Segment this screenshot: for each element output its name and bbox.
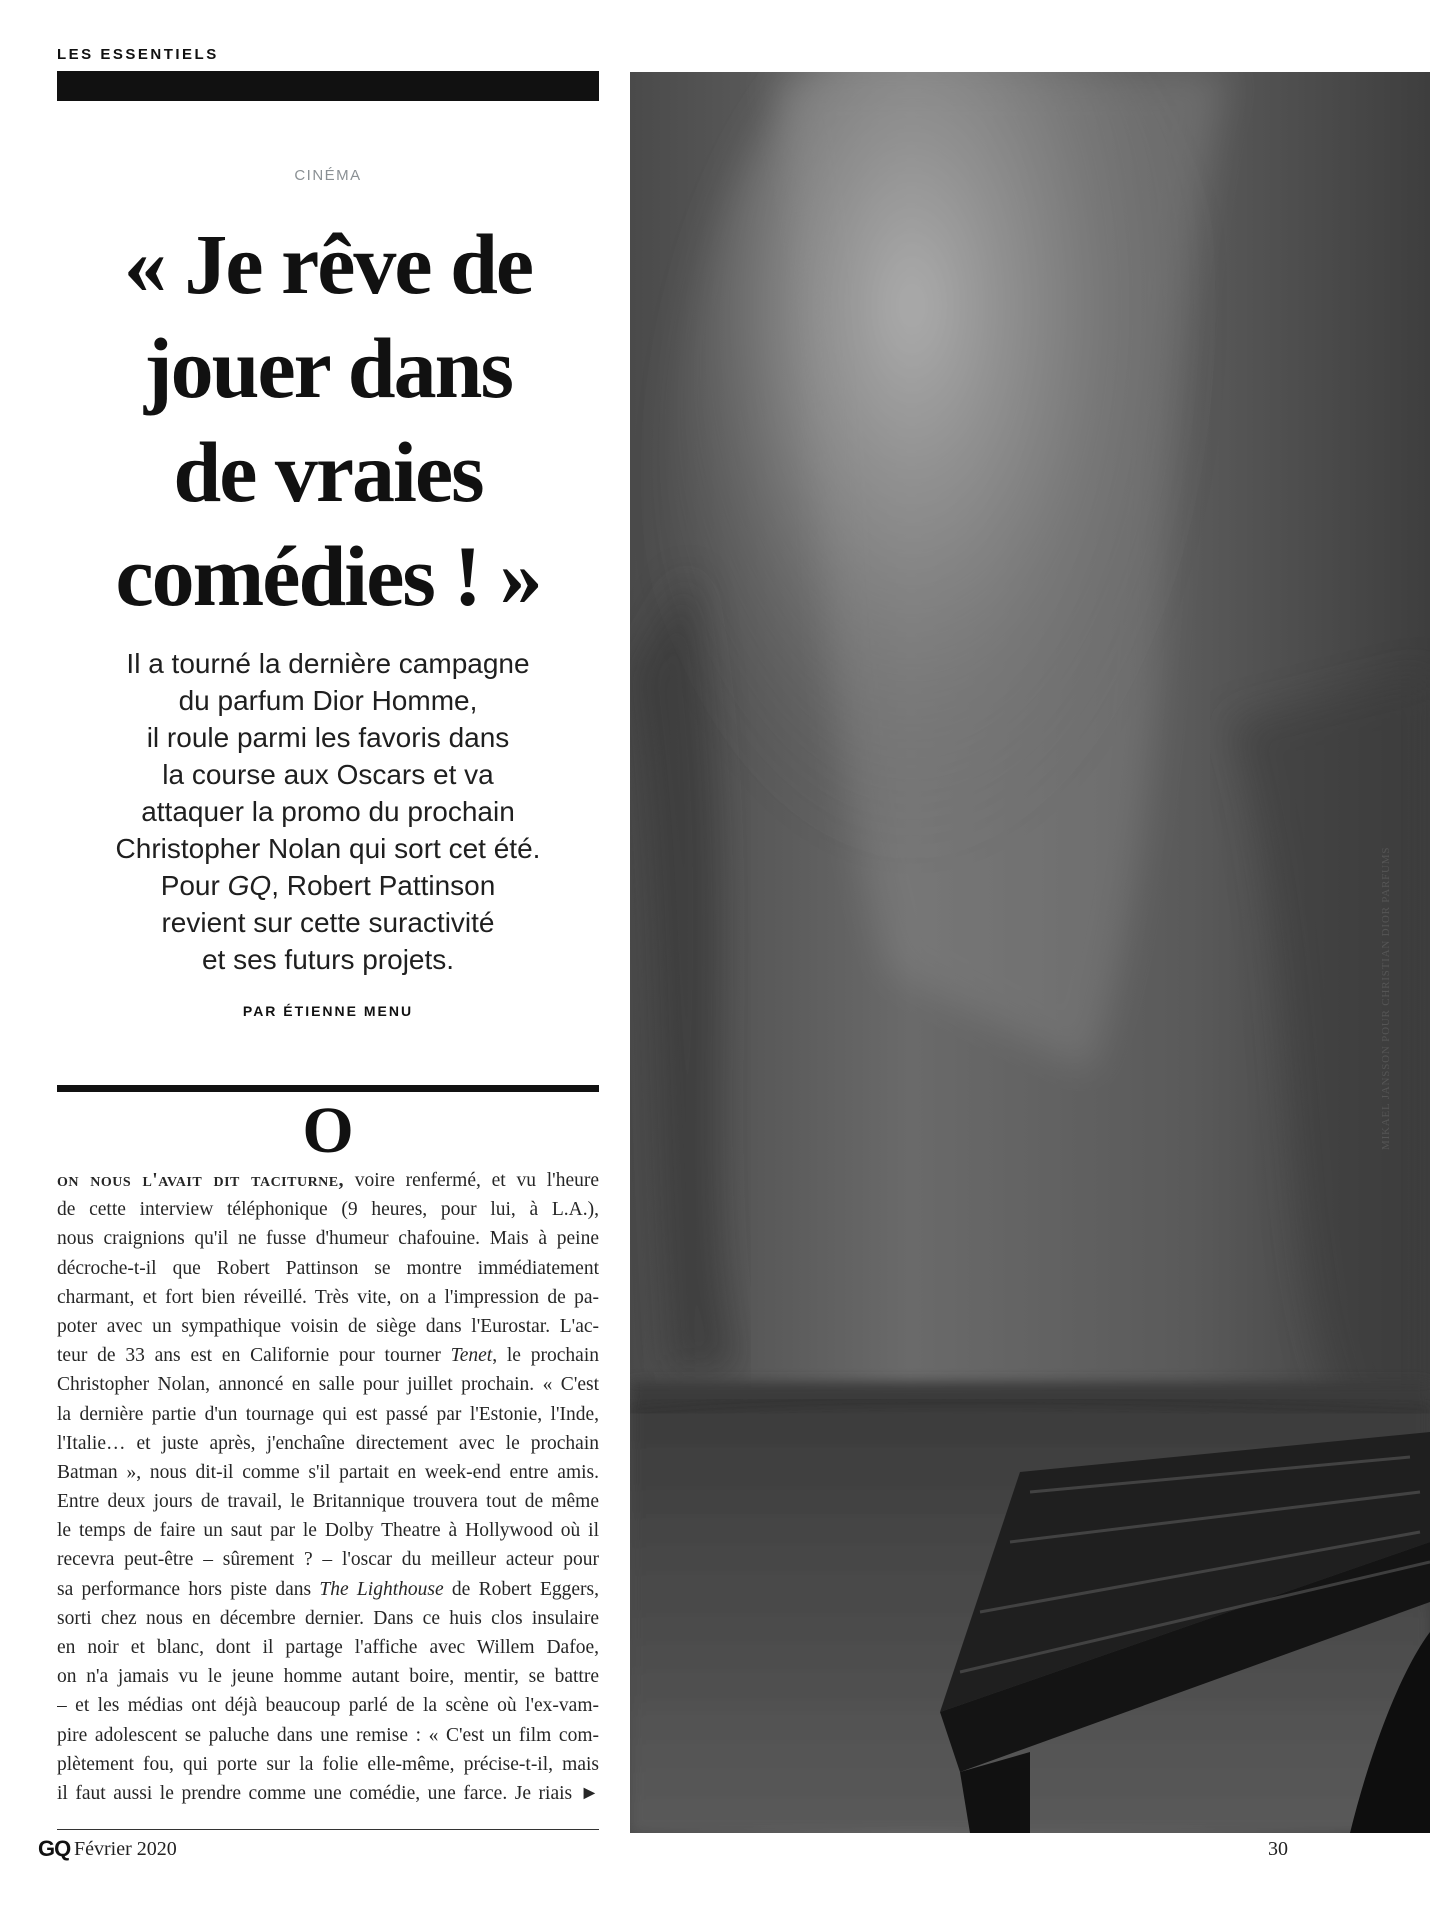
body-line: décroche-t-il que Robert Pattinson se montre immédiatement (57, 1257, 599, 1279)
body-line: la dernière partie d'un tournage qui est passé par l'Estonie, l'Inde, (57, 1403, 599, 1425)
magazine-name: GQ (227, 870, 272, 901)
body-line: il faut aussi le prendre comme une comédie, une farce. Je riais ► (57, 1782, 599, 1804)
article-headline (57, 212, 599, 628)
film-title: The Lighthouse (319, 1578, 444, 1600)
body-divider (57, 1085, 599, 1092)
standfirst-line: Pour GQ, Robert Pattinson (160, 870, 496, 901)
header-bar (57, 71, 599, 101)
body-line: recevra peut-être – sûrement ? – l'oscar du meilleur acteur pour (57, 1549, 599, 1571)
body-line: sorti chez nous en décembre dernier. Dans ce huis clos insulaire (57, 1607, 599, 1629)
standfirst-line: Christopher Nolan qui sort cet été. (115, 833, 541, 864)
film-title: Tenet (450, 1345, 493, 1367)
article-photo (630, 72, 1430, 1833)
body-line: – et les médias ont déjà beaucoup parlé de la scène où l'ex-vam- (57, 1695, 599, 1717)
body-line: le temps de faire un saut par le Dolby Theatre à Hollywood où il (57, 1520, 599, 1542)
body-line: l'Italie… et juste après, j'enchaîne directement avec le prochain (57, 1432, 599, 1454)
body-line: on n'a jamais vu le jeune homme autant boire, mentir, se battre (57, 1666, 599, 1688)
standfirst-line: du parfum Dior Homme, (178, 685, 478, 716)
body-line: Christopher Nolan, annoncé en salle pour juillet prochain. « C'est (57, 1374, 599, 1396)
headline-line: de vraies (173, 424, 483, 520)
body-line: pire adolescent se paluche dans une remise : « C'est un film com- (57, 1724, 599, 1746)
standfirst-line: attaquer la promo du prochain (141, 796, 515, 827)
lead-in: on nous l'avait dit taciturne, (57, 1170, 345, 1191)
footer-rule (57, 1829, 599, 1830)
article-standfirst (57, 645, 599, 978)
body-line: Entre deux jours de travail, le Britannique trouvera tout de même (57, 1491, 599, 1513)
standfirst-line: et ses futurs projets. (201, 944, 455, 975)
body-line: charmant, et fort bien réveillé. Très vite, on a l'impression de pa- (57, 1286, 599, 1308)
body-line: sa performance hors piste dans The Lighthouse de Robert Eggers, (57, 1578, 599, 1600)
body-line: de cette interview téléphonique (9 heures, pour lui, à L.A.), (57, 1199, 599, 1221)
body-line: poter avec un sympathique voisin de siège dans l'Eurostar. L'ac- (57, 1315, 599, 1337)
body-line: en noir et blanc, dont il partage l'affiche avec Willem Dafoe, (57, 1637, 599, 1658)
standfirst-line: la course aux Oscars et va (162, 759, 494, 790)
photo-credit: MIKAEL JANSSON POUR CHRISTIAN DIOR PARFUMS (1380, 846, 1392, 1150)
body-line: nous craignions qu'il ne fusse d'humeur chafouine. Mais à peine (57, 1228, 599, 1250)
headline-line: comédies ! » (115, 528, 541, 624)
body-line: Batman », nous dit-il comme s'il partait en week-end entre amis. (57, 1461, 599, 1483)
article-byline: PAR ÉTIENNE MENU (242, 1003, 414, 1019)
article-kicker: CINÉMA (294, 167, 362, 184)
standfirst-line: il roule parmi les favoris dans (146, 722, 510, 753)
issue-date: Février 2020 (74, 1838, 177, 1860)
drop-cap: O (302, 1094, 354, 1167)
page-number: 30 (1268, 1838, 1288, 1860)
body-line: plètement fou, qui porte sur la folie elle-même, précise-t-il, mais (57, 1753, 599, 1775)
headline-line: jouer dans (144, 320, 512, 416)
section-label: LES ESSENTIELS (57, 46, 219, 63)
body-line: teur de 33 ans est en Californie pour tourner Tenet, le prochain (57, 1345, 599, 1367)
headline-line: « Je rêve de (123, 216, 533, 312)
article-body (57, 1166, 599, 1808)
magazine-logo: GQ (38, 1836, 71, 1861)
standfirst-line: Il a tourné la dernière campagne (126, 648, 530, 679)
standfirst-line: revient sur cette suractivité (161, 907, 495, 938)
body-line: on nous l'avait dit taciturne, voire renfermé, et vu l'heure (57, 1170, 599, 1191)
